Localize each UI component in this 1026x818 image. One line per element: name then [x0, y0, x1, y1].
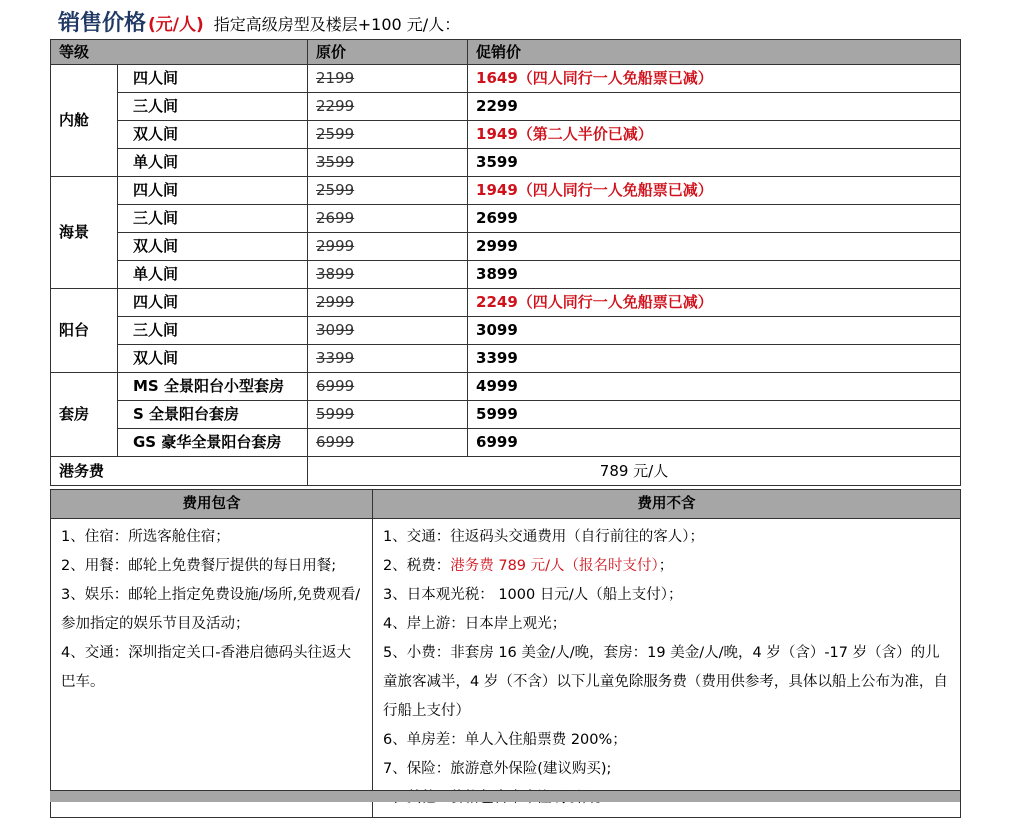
- price-row: [51, 261, 961, 289]
- promo-price: 1649（四人同行一人免船票已减）: [468, 65, 961, 93]
- price-row: [51, 401, 961, 429]
- room-type: 三人间: [118, 317, 308, 345]
- promo-price: 5999: [468, 401, 961, 429]
- room-type: S 全景阳台套房: [118, 401, 308, 429]
- promo-price: 3899: [468, 261, 961, 289]
- page-header: [58, 6, 460, 36]
- included-header: 费用包含: [51, 490, 373, 519]
- excluded-item: 7、保险：旅游意外保险(建议购买);: [383, 761, 612, 777]
- port-fee-label: 港务费: [51, 457, 308, 486]
- room-type: 四人间: [118, 289, 308, 317]
- promo-price: 2249（四人同行一人免船票已减）: [468, 289, 961, 317]
- cabin-group-label: 海景: [51, 177, 118, 289]
- price-row: [51, 65, 961, 93]
- room-type: 四人间: [118, 65, 308, 93]
- price-header-row: [51, 40, 961, 65]
- original-price: 3399: [308, 345, 468, 373]
- price-row: [51, 233, 961, 261]
- included-item: 1、住宿：所选客舱住宿；: [61, 529, 230, 545]
- room-type: 双人间: [118, 233, 308, 261]
- promo-price: 2299: [468, 93, 961, 121]
- included-list: [51, 519, 373, 818]
- original-price: 2299: [308, 93, 468, 121]
- bottom-bar: [50, 790, 960, 802]
- price-row: [51, 149, 961, 177]
- price-row: [51, 177, 961, 205]
- room-type: 单人间: [118, 261, 308, 289]
- fees-header-row: [51, 490, 961, 519]
- port-fee-row: [51, 457, 961, 486]
- price-row: [51, 93, 961, 121]
- cabin-group-label: 套房: [51, 373, 118, 457]
- promo-price: 6999: [468, 429, 961, 457]
- promo-price: 2999: [468, 233, 961, 261]
- header-original: 原价: [308, 40, 468, 65]
- original-price: 5999: [308, 401, 468, 429]
- fees-table: [50, 489, 961, 818]
- original-price: 2599: [308, 121, 468, 149]
- price-row: [51, 289, 961, 317]
- price-row: [51, 121, 961, 149]
- excluded-list: [373, 519, 961, 818]
- promo-price: 4999: [468, 373, 961, 401]
- excluded-header: 费用不含: [373, 490, 961, 519]
- excluded-item: [383, 552, 952, 581]
- price-row: [51, 429, 961, 457]
- room-type: 四人间: [118, 177, 308, 205]
- original-price: 6999: [308, 429, 468, 457]
- included-item: 3、娱乐：邮轮上指定免费设施/场所,免费观看/参加指定的娱乐节目及活动；: [61, 587, 361, 632]
- price-table: [50, 39, 961, 486]
- excluded-item: 3、日本观光税： 1000 日元/人（船上支付）；: [383, 587, 683, 603]
- header-promo: 促销价: [468, 40, 961, 65]
- original-price: 2599: [308, 177, 468, 205]
- excluded-item-prefix: 2、税费：: [383, 558, 451, 574]
- price-row: [51, 373, 961, 401]
- promo-price: 3099: [468, 317, 961, 345]
- original-price: 3099: [308, 317, 468, 345]
- room-type: 双人间: [118, 345, 308, 373]
- original-price: 6999: [308, 373, 468, 401]
- room-type: 单人间: [118, 149, 308, 177]
- original-price: 2199: [308, 65, 468, 93]
- cabin-group-label: 阳台: [51, 289, 118, 373]
- excluded-item: 5、小费：非套房 16 美金/人/晚，套房：19 美金/人/晚，4 岁（含）-17 岁（含）的儿童旅客减半，4 岁（不含）以下儿童免除服务费（费用供参考，具体以船上公布为准，自行船上支付）: [383, 645, 948, 719]
- excluded-item: 4、岸上游：日本岸上观光；: [383, 616, 567, 632]
- room-type: 双人间: [118, 121, 308, 149]
- room-type: 三人间: [118, 93, 308, 121]
- original-price: 3599: [308, 149, 468, 177]
- original-price: 2999: [308, 289, 468, 317]
- page-title: 销售价格: [58, 11, 147, 36]
- promo-price: 1949（四人同行一人免船票已减）: [468, 177, 961, 205]
- title-note: 指定高级房型及楼层+100 元/人：: [213, 15, 461, 34]
- title-unit: (元/人): [148, 15, 204, 35]
- port-fee-value: 789 元/人: [308, 457, 961, 486]
- excluded-item: 6、单房差：单人入住船票费 200%；: [383, 732, 627, 748]
- excluded-item-suffix: ；: [658, 558, 674, 574]
- included-item: 4、交通：深圳指定关口-香港启德码头往返大巴车。: [61, 645, 351, 690]
- original-price: 3899: [308, 261, 468, 289]
- price-row: [51, 205, 961, 233]
- original-price: 2999: [308, 233, 468, 261]
- room-type: GS 豪华全景阳台套房: [118, 429, 308, 457]
- promo-price: 2699: [468, 205, 961, 233]
- cabin-group-label: 内舱: [51, 65, 118, 177]
- promo-price: 3599: [468, 149, 961, 177]
- excluded-item: 1、交通：往返码头交通费用（自行前往的客人）；: [383, 529, 704, 545]
- price-row: [51, 345, 961, 373]
- promo-price: 3399: [468, 345, 961, 373]
- promo-price: 1949（第二人半价已减）: [468, 121, 961, 149]
- included-item: 2、用餐：邮轮上免费餐厅提供的每日用餐;: [61, 558, 337, 574]
- room-type: 三人间: [118, 205, 308, 233]
- price-row: [51, 317, 961, 345]
- original-price: 2699: [308, 205, 468, 233]
- price-table-body: [51, 40, 961, 486]
- excluded-item-red: 港务费 789 元/人（报名时支付）: [450, 558, 659, 574]
- fees-body-row: [51, 519, 961, 818]
- room-type: MS 全景阳台小型套房: [118, 373, 308, 401]
- header-grade: 等级: [51, 40, 308, 65]
